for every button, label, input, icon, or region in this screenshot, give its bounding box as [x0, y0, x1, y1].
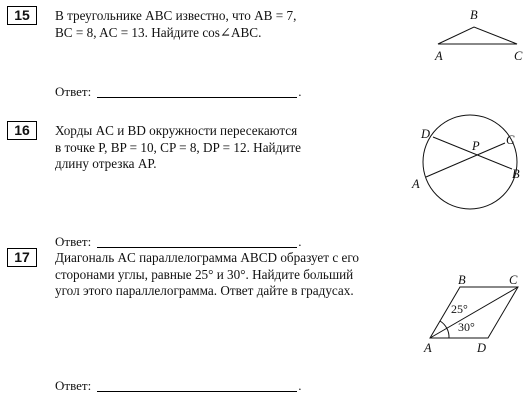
point-label-a: A — [412, 177, 420, 191]
answer-label: Ответ: — [55, 84, 92, 99]
vertex-label-b: B — [458, 273, 466, 287]
problem-text-line: длину отрезка AP. — [55, 156, 157, 171]
problem-text-line: Диагональ AC параллелограмма ABCD образует с его — [55, 250, 360, 265]
vertex-label-b: B — [470, 8, 478, 22]
problem-number: 16 — [7, 121, 37, 140]
answer-label: Ответ: — [55, 378, 92, 393]
point-label-p: P — [472, 139, 480, 153]
angle-label-25: 25° — [451, 302, 468, 316]
point-label-d: D — [421, 127, 431, 141]
vertex-label-c: C — [509, 273, 518, 287]
answer-label: Ответ: — [55, 234, 92, 249]
vertex-label-a: A — [435, 49, 443, 63]
problem-text-line: сторонами углы, равные 25° и 30°. Найдите больший — [55, 266, 354, 282]
vertex-label-c: C — [514, 49, 523, 63]
point-label-b: B — [512, 167, 520, 181]
answer-dot: . — [298, 378, 302, 393]
problem-text-line: угол этого параллелограмма. Ответ дайте в градусах. — [55, 283, 354, 298]
problem-text-line: Хорды AC и BD окружности пересекаются — [55, 123, 298, 138]
point-label-c: C — [506, 133, 515, 147]
answer-dot: . — [298, 84, 302, 99]
problem-text-line: BC = 8, AC = 13. Найдите cos∠ABC. — [55, 24, 262, 40]
angle-label-30: 30° — [458, 320, 475, 334]
problem-text-line: В треугольнике ABC известно, что AB = 7, — [55, 8, 297, 23]
problem-text-line: в точке P, BP = 10, CP = 8, DP = 12. Найдите — [55, 139, 301, 155]
answer-field[interactable] — [97, 379, 297, 392]
answer-row — [55, 378, 301, 394]
problem-number: 15 — [7, 6, 37, 25]
answer-dot: . — [298, 234, 302, 249]
vertex-label-a: A — [424, 341, 432, 355]
problem-number: 17 — [7, 248, 37, 267]
vertex-label-d: D — [477, 341, 487, 355]
